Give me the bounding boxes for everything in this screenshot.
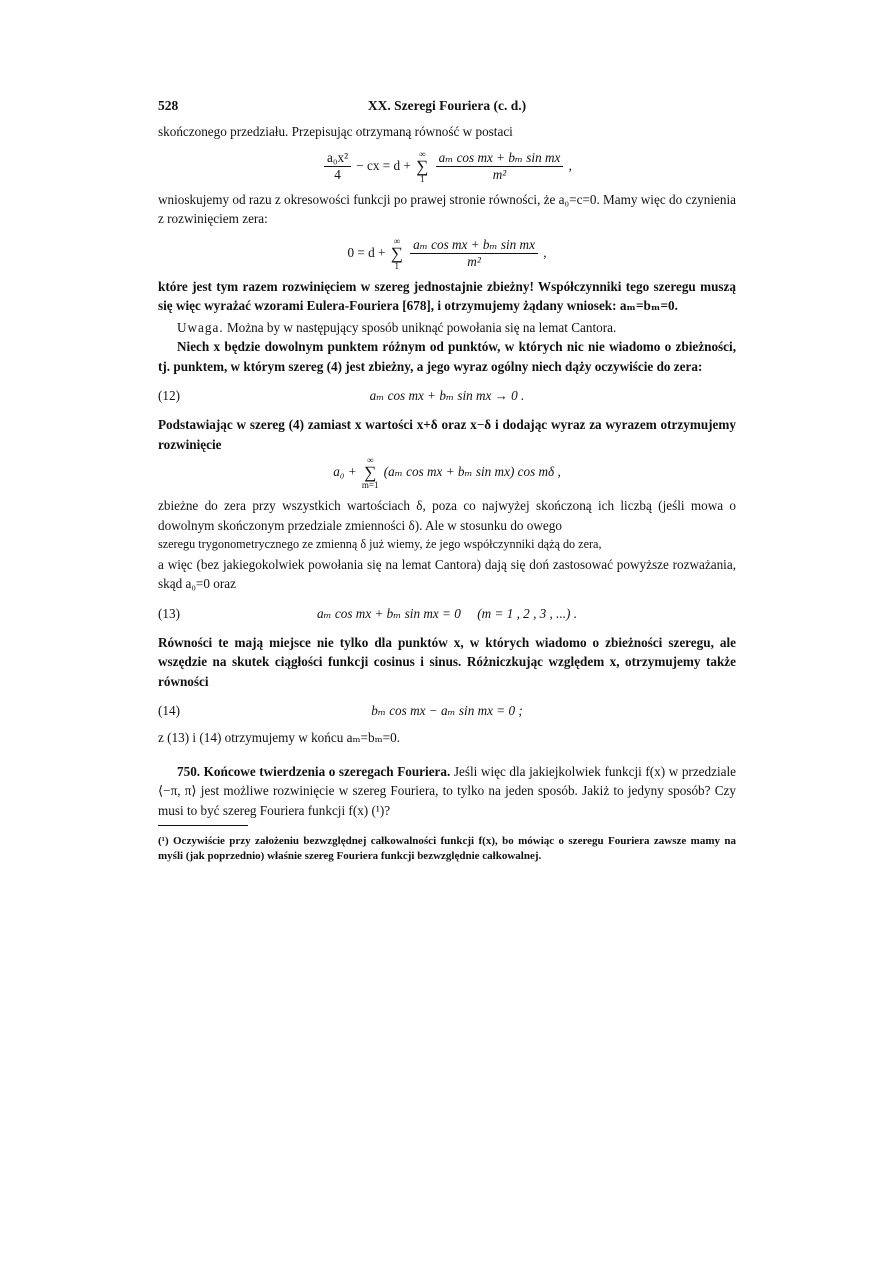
paragraph-8: Równości te mają miejsce nie tylko dla punktów x, w których wiadomo o zbieżności szeregu, ale wszędzie na skutek ciągłości funkcji cosinus i sinus. Różniczkując względem x, otrzymujemy także równości <box>158 634 736 689</box>
eq3-left: a₀ + <box>333 464 357 480</box>
eq2-sum-upper: ∞ <box>393 235 400 246</box>
eq3-sum-symbol: ∑ <box>364 463 377 482</box>
eq1-sum-upper: ∞ <box>419 148 426 159</box>
eq3-body: (aₘ cos mx + bₘ sin mx) cos mδ , <box>383 464 561 480</box>
eq3-sum <box>362 456 379 490</box>
page-number: 528 <box>158 98 179 113</box>
equation-12 <box>158 386 736 405</box>
equation-12-body: aₘ cos mx + bₘ sin mx → 0 . <box>369 388 525 403</box>
paragraph-4 <box>158 318 736 338</box>
remark-text: Można by w następujący sposób uniknąć powołania się na lemat Cantora. <box>226 319 617 335</box>
equation-14-body: bₘ cos mx − aₘ sin mx = 0 ; <box>371 703 523 718</box>
eq2-sum <box>391 237 403 271</box>
eq2-comma: , <box>543 244 547 260</box>
equation-13-label: (13) <box>158 605 180 621</box>
footnote-rule <box>158 825 248 826</box>
eq1-denominator: m² <box>492 167 507 182</box>
equation-14-label: (14) <box>158 703 180 718</box>
eq2-left: 0 = d + <box>347 244 386 260</box>
eq1-numerator: aₘ cos mx + bₘ sin mx <box>436 150 564 167</box>
eq1-left-fraction <box>324 150 351 183</box>
eq1-right-fraction <box>436 150 564 183</box>
paragraph-7b: szeregu trygonometrycznego ze zmienną δ już wiemy, że jego współczynniki dążą do zera, <box>158 537 602 551</box>
eq3-sum-lower: m=1 <box>361 480 379 490</box>
equation-13-body: aₘ cos mx + bₘ sin mx = 0 (m = 1 , 2 , 3 , ...) . <box>316 605 578 621</box>
equation-13 <box>158 604 736 623</box>
paragraph-3: które jest tym razem rozwinięciem w szereg jednostajnie zbieżny! Współczynniki tego szeregu muszą się więc wyrażać wzorami Eulera-Fouriera [678], i otrzymujemy żądany wniosek: aₘ=bₘ=0. <box>158 278 736 313</box>
page <box>158 98 736 864</box>
paragraph-7a: zbieżne do zera przy wszystkich wartościach δ, poza co najwyżej skończoną ich liczbą (jeśli mowa o dowolnym skończonym przedziale zmienności δ). Ale w stosunku do owego <box>158 498 736 533</box>
eq1-sum-lower: 1 <box>419 173 425 184</box>
equation-14 <box>158 701 736 720</box>
eq1-left-numerator: a₀x² <box>324 150 351 167</box>
eq1-middle: − cx = d + <box>356 157 411 173</box>
eq2-fraction <box>410 237 538 270</box>
paragraph-10 <box>158 762 736 821</box>
section-title: 750. Końcowe twierdzenia o szeregach Fouriera. <box>177 763 451 779</box>
eq1-left-denominator: 4 <box>334 167 341 182</box>
footnote: (¹) Oczywiście przy założeniu bezwzględnej całkowalności funkcji f(x), bo mówiąc o szeregu Fouriera zawsze mamy na myśli (jak poprzednio) właśnie szereg Fouriera funkcji bezwzględnie całkowalnej. <box>158 835 736 862</box>
equation-2 <box>158 237 736 271</box>
eq1-sum <box>416 150 428 184</box>
paragraph-9: z (13) i (14) otrzymujemy w końcu aₘ=bₘ=0. <box>158 730 400 745</box>
page-header <box>158 98 736 120</box>
eq2-numerator: aₘ cos mx + bₘ sin mx <box>410 237 538 254</box>
running-head: XX. Szeregi Fouriera (c. d.) <box>367 98 527 113</box>
equation-12-label: (12) <box>158 388 180 403</box>
paragraph-6: Podstawiając w szereg (4) zamiast x wartości x+δ oraz x−δ i dodając wyraz za wyrazem otrzymujemy rozwinięcie <box>158 417 736 452</box>
eq2-sum-symbol: ∑ <box>390 243 403 263</box>
eq1-sum-symbol: ∑ <box>416 156 429 176</box>
equation-3 <box>158 456 736 490</box>
eq1-comma: , <box>568 157 572 173</box>
paragraph-1: skończonego przedziału. Przepisując otrzymaną równość w postaci <box>158 124 513 139</box>
remark-lead: Uwaga. <box>177 319 224 335</box>
paragraph-5: Niech x będzie dowolnym punktem różnym od punktów, w których nic nie wiadomo o zbieżności, tj. punktem, w którym szereg (4) jest zbieżny, a jego wyraz ogólny niech dąży oczywiście do zera: <box>158 339 736 374</box>
section-text: Jeśli więc dla jakiejkolwiek funkcji f(x) w przedziale ⟨−π, π⟩ jest możliwe rozwinięcie w szereg Fouriera, to tylko na jeden sposób. Jakiż to jedyny sposób? Czy musi to być szereg Fouriera funkcji f(x) (¹)? <box>158 763 737 818</box>
equation-1 <box>158 150 736 184</box>
paragraph-7c: a więc (bez jakiegokolwiek powołania się na lemat Cantora) dają się doń zastosować powyższe rozważania, skąd a₀=0 oraz <box>158 556 736 591</box>
eq2-denominator: m² <box>467 254 481 269</box>
eq3-sum-upper: ∞ <box>366 455 374 465</box>
paragraph-2: wnioskujemy od razu z okresowości funkcji po prawej stronie równości, że a₀=c=0. Mamy więc do czynienia z rozwinięciem zera: <box>158 191 736 226</box>
eq2-sum-lower: 1 <box>394 260 400 271</box>
